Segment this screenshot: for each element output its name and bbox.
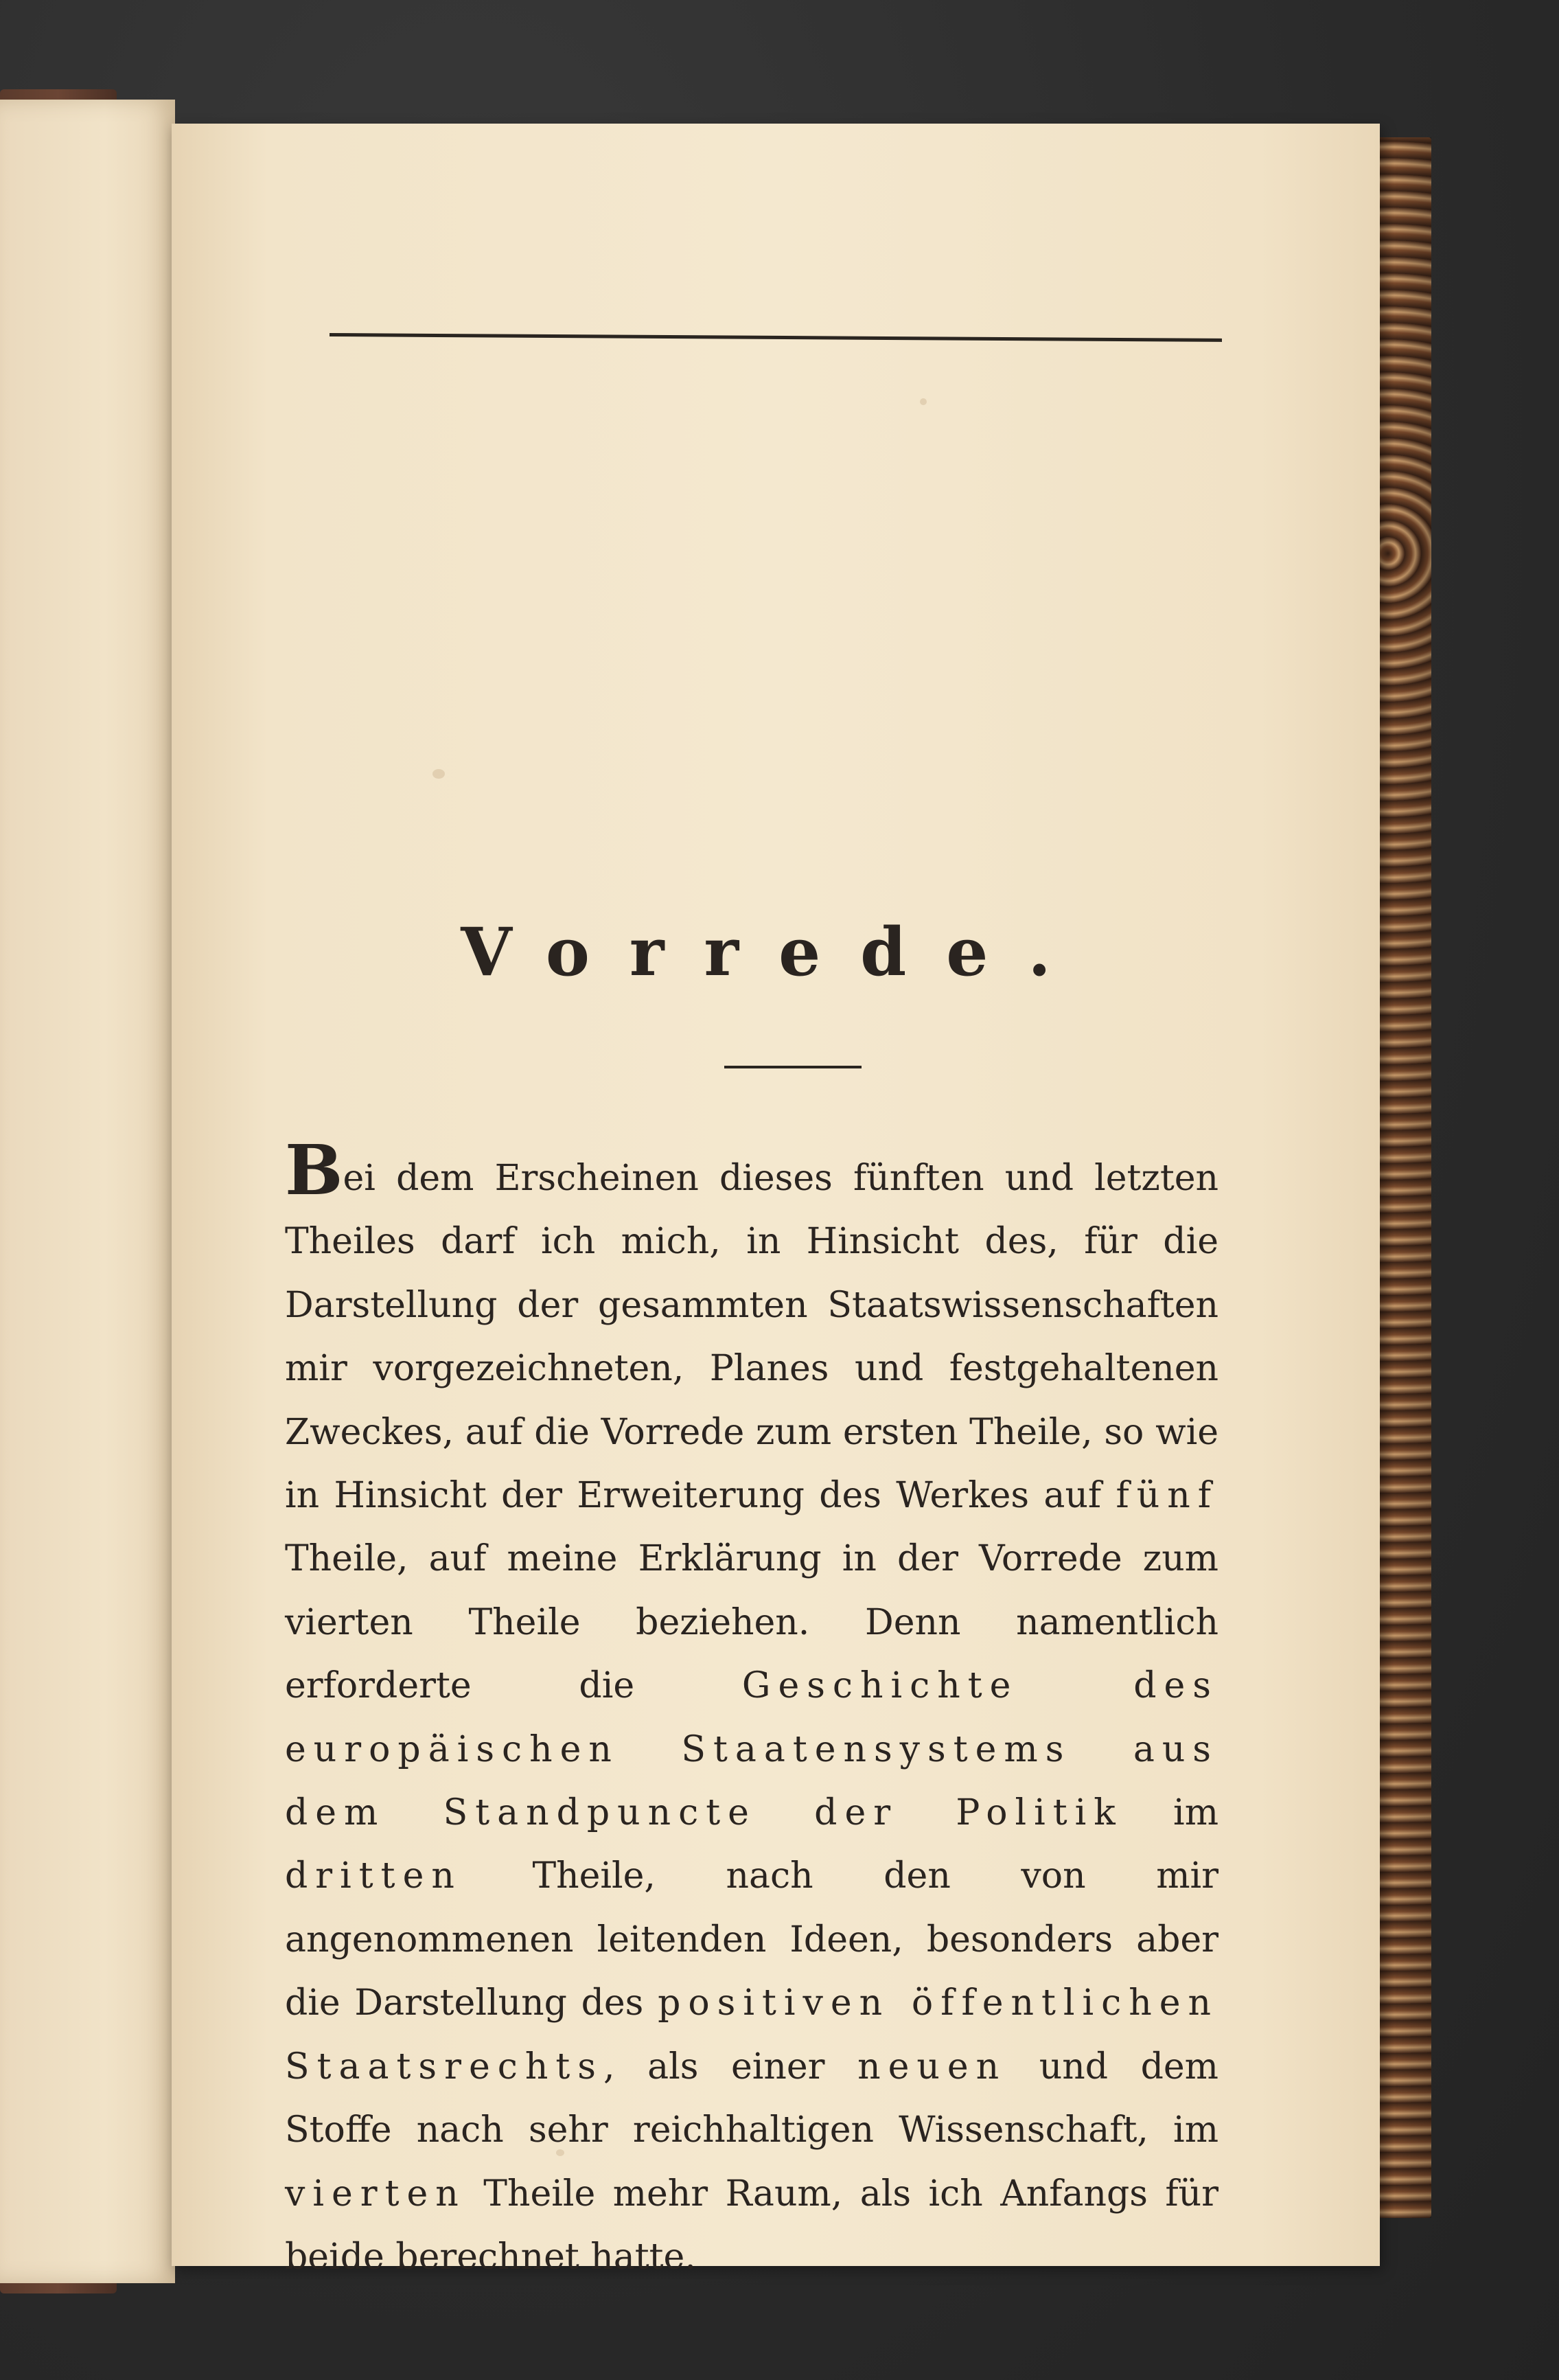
text-run: , als einer [603,2046,858,2087]
text-run: ei dem Erscheinen dieses fünften und letzten Theiles darf ich mich, in Hinsicht des, für die Darstellung der gesammten Staatswissenschaften mir vorgezeichneten, Planes und festgehaltenen Zweckes, auf die Vorrede zum ersten Theile, so wie in Hinsicht der Erweiterung des Werkes auf [285,1158,1219,1517]
book-page [172,124,1380,2278]
text-run: im [1122,1792,1219,1834]
text-run: und dem Stoffe nach sehr reichhaltigen Wissenschaft, im [285,2046,1219,2151]
text-run-spaced: neuen [857,2046,1007,2087]
foxing-spot [920,398,927,405]
text-run-spaced: dritten [285,1855,462,1897]
facing-page [0,100,175,2283]
text-run-spaced: Geschichte des europäischen Staatensystems aus dem Standpuncte der Politik [285,1665,1219,1834]
page-title: Vorrede. [461,913,1091,991]
title-divider [724,1066,862,1068]
text-run: Theile mehr Raum, als ich Anfangs für beide berechnet hatte. [285,2173,1219,2278]
text-run: Theile, nach den von mir angenommenen leitenden Ideen, besonders aber die Darstellung des [285,1855,1219,2024]
preface-paragraph [285,1130,1219,2289]
text-run-spaced: fünf [1116,1475,1219,1517]
foxing-spot [432,769,445,779]
text-run-spaced: vierten [285,2173,466,2215]
text-run-spaced: positiven öffentlichen Staatsrechts [285,1982,1219,2087]
header-rule [330,333,1222,342]
initial-letter: B [285,1130,343,1211]
text-run: Theile, auf meine Erklärung in der Vorrede zum vierten Theile beziehen. Denn namentlich erforderte die [285,1538,1219,1707]
